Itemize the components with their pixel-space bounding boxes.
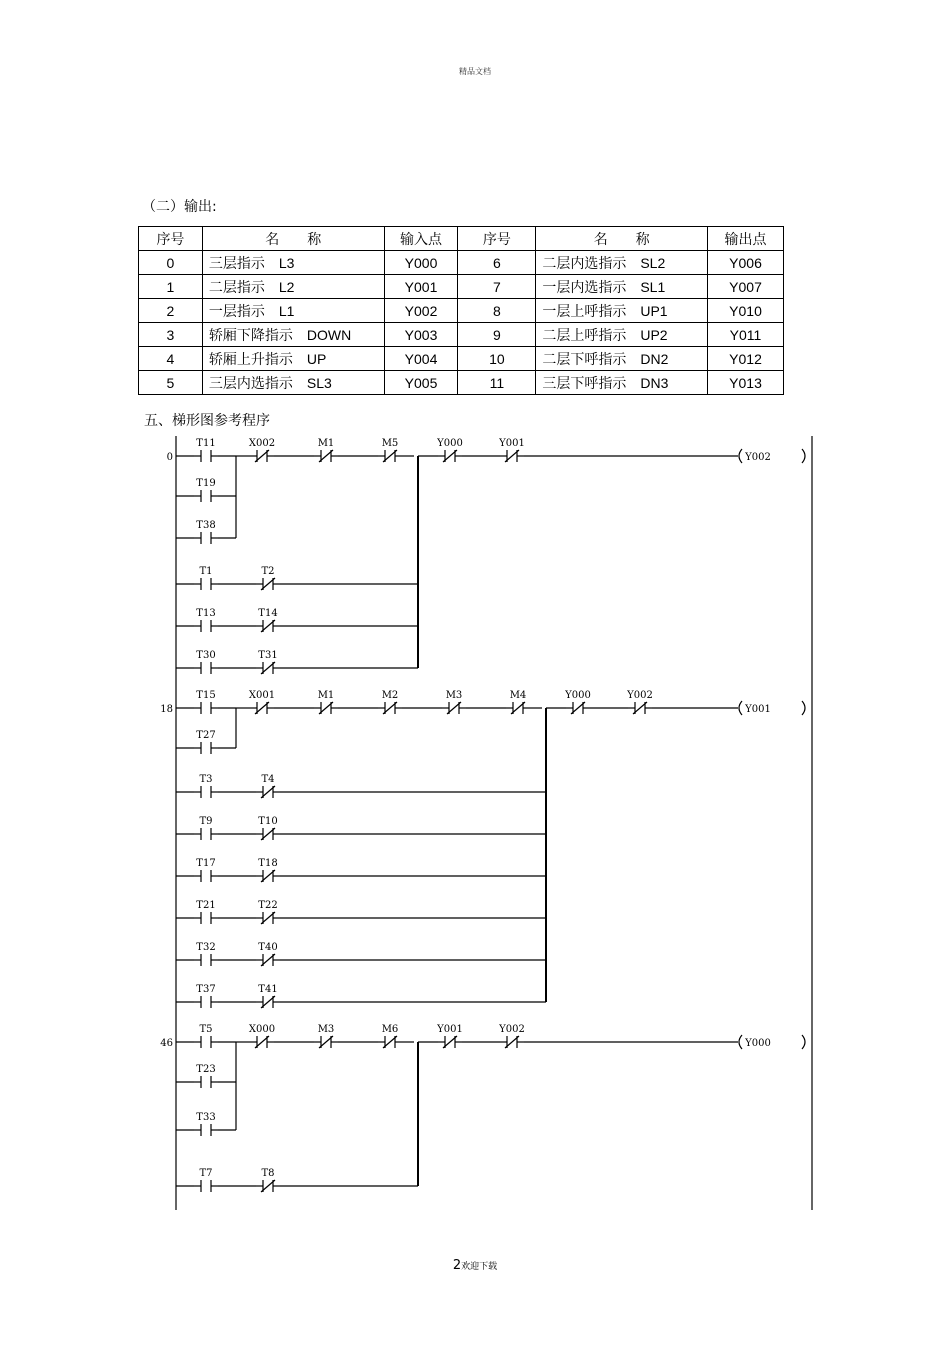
table-cell: 一层上呼指示 UP1 <box>536 299 708 323</box>
table-cell: 9 <box>458 323 536 347</box>
table-cell: Y002 <box>384 299 458 323</box>
contact-label: T41 <box>258 984 278 995</box>
table-header-cell: 名 称 <box>202 227 384 251</box>
contact-label: T5 <box>199 1024 213 1035</box>
contact-label: T13 <box>196 608 216 619</box>
table-header-cell: 名 称 <box>536 227 708 251</box>
contact-label: T3 <box>199 774 213 785</box>
contact-label: T1 <box>199 566 213 577</box>
contact-label: Y002 <box>627 690 653 701</box>
coil-left <box>739 449 742 463</box>
table-cell: 6 <box>458 251 536 275</box>
coil-left <box>739 1035 742 1049</box>
coil-right <box>802 701 805 715</box>
coil-label: Y001 <box>745 704 771 715</box>
contact-label: T31 <box>258 650 278 661</box>
table-header-cell: 输入点 <box>384 227 458 251</box>
step-number: 18 <box>160 704 173 715</box>
table-cell: Y004 <box>384 347 458 371</box>
contact-label: T38 <box>196 520 216 531</box>
table-cell: 5 <box>139 371 203 395</box>
contact-label: M4 <box>509 690 527 701</box>
table-row <box>139 323 784 347</box>
page-header: 精品文档 <box>459 67 491 76</box>
contact-label: M1 <box>317 690 335 701</box>
contact-label: T40 <box>258 942 278 953</box>
table-cell: 11 <box>458 371 536 395</box>
table-cell: 轿厢上升指示 UP <box>202 347 384 371</box>
coil-label: Y000 <box>745 1038 771 1049</box>
table-cell: 7 <box>458 275 536 299</box>
contact-label: T9 <box>199 816 213 827</box>
contact-label: Y001 <box>437 1024 463 1035</box>
contact-label: T8 <box>261 1168 275 1179</box>
contact-label: T17 <box>196 858 216 869</box>
table-row <box>139 371 784 395</box>
table-cell: Y007 <box>708 275 784 299</box>
output-subtitle: （二）输出: <box>142 199 217 215</box>
contact-label: X002 <box>248 438 276 449</box>
table-cell: Y012 <box>708 347 784 371</box>
contact-label: Y001 <box>499 438 525 449</box>
contact-label: T2 <box>261 566 275 577</box>
table-cell: Y003 <box>384 323 458 347</box>
contact-label: M5 <box>381 438 399 449</box>
table-cell: Y011 <box>708 323 784 347</box>
table-row <box>139 275 784 299</box>
table-cell: 三层指示 L3 <box>202 251 384 275</box>
table-cell: 三层下呼指示 DN3 <box>536 371 708 395</box>
contact-label: Y000 <box>437 438 463 449</box>
table-cell: 二层上呼指示 UP2 <box>536 323 708 347</box>
contact-label: T4 <box>261 774 275 785</box>
contact-label: T7 <box>199 1168 213 1179</box>
table-cell: 轿厢下降指示 DOWN <box>202 323 384 347</box>
coil-label: Y002 <box>745 452 771 463</box>
contact-label: M3 <box>317 1024 335 1035</box>
table-cell: 3 <box>139 323 203 347</box>
contact-label: T30 <box>196 650 216 661</box>
table-cell: 二层指示 L2 <box>202 275 384 299</box>
table-cell: Y013 <box>708 371 784 395</box>
contact-label: T11 <box>196 438 216 449</box>
table-row <box>139 251 784 275</box>
table-cell: 4 <box>139 347 203 371</box>
contact-label: T22 <box>258 900 278 911</box>
contact-label: Y002 <box>499 1024 525 1035</box>
contact-label: T23 <box>196 1064 216 1075</box>
coil-right <box>802 1035 805 1049</box>
coil-right <box>802 449 805 463</box>
table-cell: 0 <box>139 251 203 275</box>
contact-label: M2 <box>381 690 399 701</box>
table-cell: Y005 <box>384 371 458 395</box>
contact-label: Y000 <box>565 690 591 701</box>
step-number: 46 <box>160 1038 173 1049</box>
contact-label: X001 <box>248 690 276 701</box>
table-cell: Y001 <box>384 275 458 299</box>
table-cell: 二层下呼指示 DN2 <box>536 347 708 371</box>
output-table <box>138 226 784 395</box>
footer-text: 欢迎下载 <box>461 1262 498 1272</box>
page-number: 2 <box>452 1258 462 1273</box>
contact-label: X000 <box>248 1024 276 1035</box>
table-header-cell: 序号 <box>139 227 203 251</box>
contact-label: T33 <box>196 1112 216 1123</box>
table-row <box>139 299 784 323</box>
table-cell: 8 <box>458 299 536 323</box>
table-row <box>139 347 784 371</box>
table-cell: Y010 <box>708 299 784 323</box>
contact-label: M6 <box>381 1024 399 1035</box>
page-footer <box>0 1258 950 1273</box>
contact-label: T19 <box>196 478 216 489</box>
table-cell: 2 <box>139 299 203 323</box>
contact-label: T27 <box>196 730 216 741</box>
contact-label: T32 <box>196 942 216 953</box>
contact-label: T10 <box>258 816 278 827</box>
table-cell: 二层内选指示 SL2 <box>536 251 708 275</box>
coil-left <box>739 701 742 715</box>
table-header-row <box>139 227 784 251</box>
contact-label: T18 <box>258 858 278 869</box>
table-cell: Y000 <box>384 251 458 275</box>
contact-label: T15 <box>196 690 216 701</box>
step-number: 0 <box>166 452 173 463</box>
table-cell: 1 <box>139 275 203 299</box>
ladder-diagram <box>150 432 830 1212</box>
contact-label: T14 <box>258 608 278 619</box>
table-cell: Y006 <box>708 251 784 275</box>
table-header-cell: 序号 <box>458 227 536 251</box>
contact-label: T21 <box>196 900 216 911</box>
contact-label: M1 <box>317 438 335 449</box>
table-cell: 三层内选指示 SL3 <box>202 371 384 395</box>
contact-label: T37 <box>196 984 216 995</box>
section-title: 五、梯形图参考程序 <box>144 413 270 429</box>
table-cell: 一层指示 L1 <box>202 299 384 323</box>
contact-label: M3 <box>445 690 463 701</box>
table-header-cell: 输出点 <box>708 227 784 251</box>
table-cell: 一层内选指示 SL1 <box>536 275 708 299</box>
table-cell: 10 <box>458 347 536 371</box>
